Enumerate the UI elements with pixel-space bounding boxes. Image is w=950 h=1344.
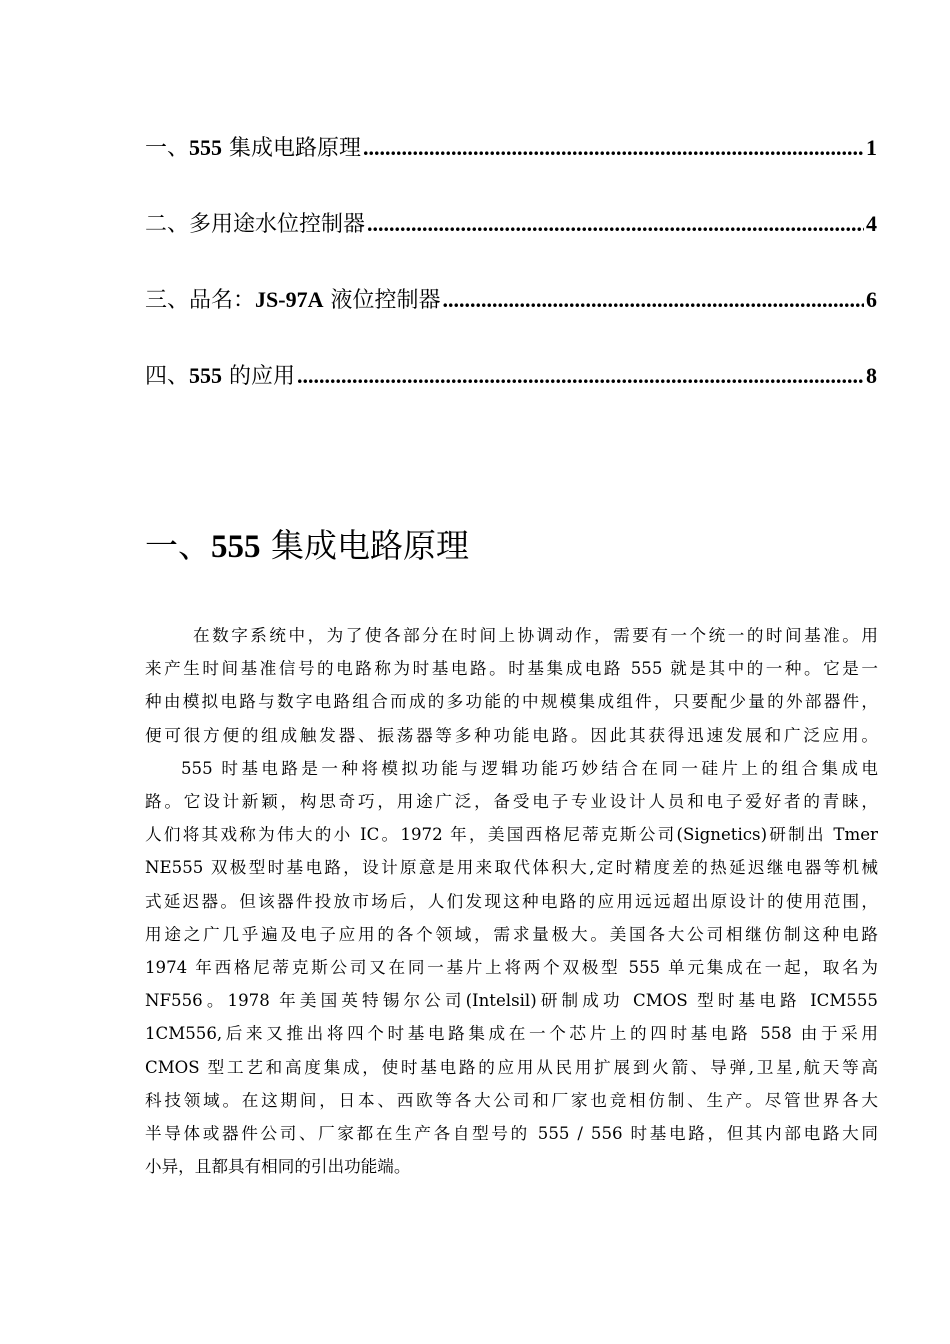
text-line: 在数字系统中，为了使各部分在时间上协调动作，需要有一个统一的时间基准。用: [193, 626, 878, 645]
paragraph-1: [145, 619, 878, 752]
text-line: 种由模拟电路与数字电路组合而成的多功能的中规模集成组件，只要配少量的外部器件，: [145, 692, 878, 712]
toc-leader-dots: [367, 211, 864, 237]
toc-entry-title: 三、品名：JS-97A 液位控制器: [145, 287, 441, 313]
text-line: CMOS 型工艺和高度集成，使时基电路的应用从民用扩展到火箭、导弹,卫星,航天等高: [145, 1057, 878, 1077]
toc-page-number: 6: [866, 287, 877, 312]
toc-leader-dots: [297, 363, 864, 389]
table-of-contents: [145, 131, 877, 435]
toc-page-number: 4: [866, 211, 877, 236]
toc-entry-4[interactable]: [145, 359, 877, 395]
text-line: 1CM556,后来又推出将四个时基电路集成在一个芯片上的四时基电路 558 由于采用: [145, 1024, 878, 1044]
text-line: 路。它设计新颖，构思奇巧，用途广泛，备受电子专业设计人员和电子爱好者的青睐，: [145, 792, 878, 812]
toc-entry-title: 二、多用途水位控制器: [145, 212, 366, 237]
toc-page-number: 1: [866, 135, 877, 160]
toc-leader-dots: [442, 287, 864, 313]
toc-entry-title: 四、555 的应用: [145, 363, 296, 389]
text-line: NF556。1978 年美国英特锡尔公司(Intelsil)研制成功 CMOS 型时基电路 ICM555: [145, 991, 878, 1011]
text-line: 人们将其戏称为伟大的小 IC。1972 年，美国西格尼蒂克斯公司(Signetics)研制出 Tmer: [145, 825, 878, 845]
toc-entry-1[interactable]: [145, 131, 877, 167]
text-line: 555 时基电路是一种将模拟功能与逻辑功能巧妙结合在同一硅片上的组合集成电: [181, 758, 878, 778]
text-line: 科技领域。在这期间，日本、西欧等各大公司和厂家也竞相仿制、生产。尽管世界各大: [145, 1090, 878, 1110]
toc-entry-title: 一、555 集成电路原理: [145, 135, 362, 161]
text-line: 来产生时间基准信号的电路称为时基电路。时基集成电路 555 就是其中的一种。它是一: [145, 659, 878, 679]
section-body: [145, 619, 878, 1183]
toc-entry-3[interactable]: [145, 283, 877, 319]
toc-leader-dots: [363, 135, 864, 161]
toc-page-number: 8: [866, 363, 877, 388]
text-line: 便可很方便的组成触发器、振荡器等多种功能电路。因此其获得迅速发展和广泛应用。: [145, 725, 878, 745]
toc-entry-2[interactable]: [145, 207, 877, 243]
text-line: 1974 年西格尼蒂克斯公司又在同一基片上将两个双极型 555 单元集成在一起，取名为: [145, 958, 878, 978]
text-line: NE555 双极型时基电路，设计原意是用来取代体积大,定时精度差的热延迟继电器等机械: [145, 858, 878, 878]
text-line: 式延迟器。但该器件投放市场后，人们发现这种电路的应用远远超出原设计的使用范围，: [145, 891, 878, 911]
text-line: 用途之广几乎遍及电子应用的各个领域，需求量极大。美国各大公司相继仿制这种电路: [145, 924, 878, 944]
section-heading: 一、555 集成电路原理: [145, 526, 469, 565]
text-line: 半导体或器件公司、厂家都在生产各自型号的 555 / 556 时基电路，但其内部电路大同: [145, 1124, 878, 1144]
text-line: 小异，且都具有相同的引出功能端。: [145, 1157, 411, 1177]
paragraph-2: [145, 752, 878, 1184]
